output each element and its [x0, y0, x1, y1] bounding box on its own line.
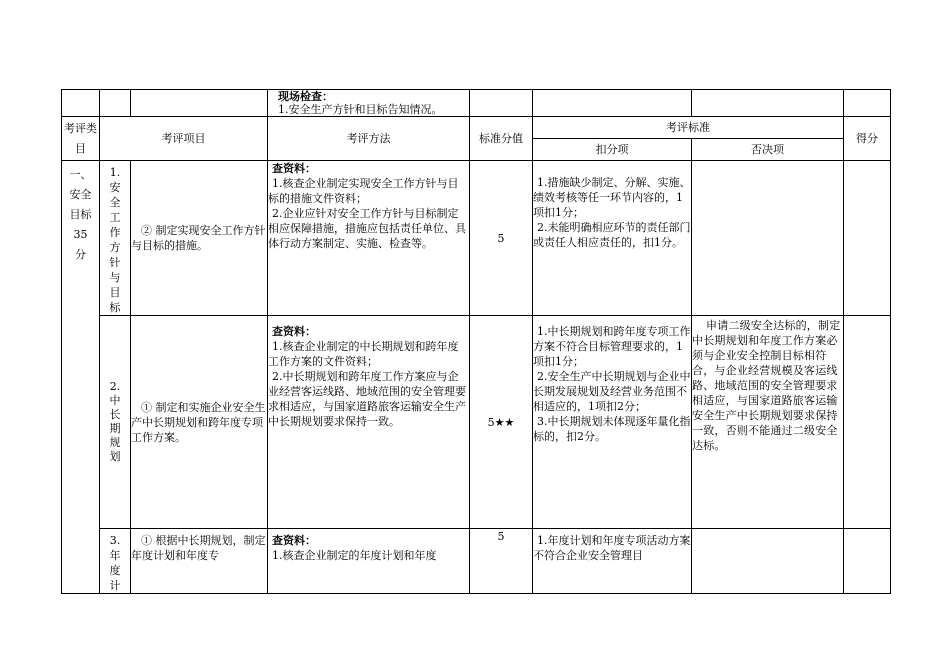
method-heading: 查资料：	[272, 325, 316, 338]
sub-label-char: 度	[109, 564, 121, 577]
sub-label-char: 期	[109, 422, 121, 435]
table-row	[62, 529, 891, 594]
category-char: 一、	[69, 168, 92, 181]
method-cell	[268, 316, 470, 529]
sub-label-char: 作	[109, 226, 121, 239]
sub-label-char: 与	[109, 271, 121, 284]
table-row	[62, 316, 891, 529]
score-value: 5	[470, 161, 533, 316]
sub-label-char: 3.	[109, 534, 121, 547]
deduct-line: 1.措施缺少制定、分解、实施、绩效考核等任一环节内容的，1项扣1分；	[533, 176, 691, 219]
cont-deduct-cell	[533, 90, 692, 117]
category-char: 35	[73, 228, 88, 241]
cont-category-cell	[62, 90, 100, 117]
deduct-line: 1.中长期规划和跨年度专项工作方案不符合目标管理要求的，1项扣1分；	[533, 325, 691, 368]
sub-label-char: 全	[109, 196, 121, 209]
deduct-cell	[533, 316, 692, 529]
cont-sub-cell	[100, 90, 131, 117]
category-char: 安全	[69, 188, 92, 201]
sub-label-char: 规	[109, 436, 121, 449]
veto-cell	[692, 161, 844, 316]
veto-cell: 申请二级安全达标的，制定中长期规划和年度工作方案必须与企业安全控制目标相符合，与企业经营规模及客运线路、地域范围的安全管理要求相适应，与国家道路旅客运输安全生产中长期规划要求保持一致，否则不能通过二级安全达标。	[692, 316, 844, 529]
site-check-item: 1.安全生产方针和目标告知情况。	[278, 103, 443, 116]
method-cell	[268, 161, 470, 316]
sub-label-cell	[100, 161, 131, 316]
sub-label-char: 年	[109, 549, 121, 562]
header-veto: 否决项	[692, 139, 844, 161]
header-row-1	[62, 117, 891, 139]
header-result: 得分	[844, 117, 891, 161]
header-score: 标准分值	[470, 117, 533, 161]
veto-cell	[692, 529, 844, 594]
header-method: 考评方法	[268, 117, 470, 161]
score-value: 5	[470, 529, 533, 594]
site-check-heading: 现场检查：	[278, 90, 333, 103]
project-item: ② 制定实现安全工作方针与目标的措施。	[131, 161, 268, 316]
method-cell	[268, 529, 470, 594]
table-row	[62, 161, 891, 316]
sub-label-cell	[100, 316, 131, 529]
sub-label-char: 工	[109, 211, 121, 224]
method-line: 2.中长期规划和跨年度工作方案应与企业经营客运线路、地域范围的安全管理要求相适应，与国家道路旅客运输安全生产中长期规划要求保持一致。	[268, 370, 466, 428]
sub-label-cell	[100, 529, 131, 594]
project-item: ① 根据中长期规划，制定年度计划和年度专	[131, 529, 268, 594]
deduct-line: 3.中长期规划未体现逐年量化指标的，扣2分。	[533, 415, 691, 443]
header-category: 考评类目	[62, 117, 100, 161]
sub-label-char: 长	[109, 408, 121, 421]
sub-label-char: 目	[109, 286, 121, 299]
sub-label-char: 标	[109, 301, 121, 314]
result-cell	[844, 316, 891, 529]
deduct-line: 2.安全生产中长期规划与企业中长期发展规划及经营业务范围不相适应的，1项扣2分；	[533, 370, 691, 413]
result-cell	[844, 529, 891, 594]
method-line: 1.核查企业制定的年度计划和年度	[272, 549, 437, 562]
method-line: 2.企业应针对安全工作方针与目标制定相应保障措施，措施应包括责任单位、具体行动方案制定、实施、检查等。	[268, 207, 466, 250]
project-item: ① 制定和实施企业安全生产中长期规划和跨年度专项工作方案。	[131, 316, 268, 529]
sub-label-char: 方	[109, 241, 121, 254]
method-line: 1.核查企业制定的中长期规划和跨年度工作方案的文件资料；	[268, 340, 459, 368]
cont-method-cell	[268, 90, 470, 117]
cont-item-cell	[131, 90, 268, 117]
sub-label-char: 针	[109, 256, 121, 269]
deduct-line: 1.年度计划和年度专项活动方案不符合企业安全管理目	[533, 534, 691, 562]
sub-label-char: 计	[109, 579, 121, 592]
sub-label-char: 1.	[109, 166, 121, 179]
evaluation-table	[61, 89, 891, 594]
sub-label-char: 中	[109, 394, 121, 407]
continuation-row	[62, 90, 891, 117]
method-heading: 查资料：	[272, 162, 316, 175]
cont-veto-cell	[692, 90, 844, 117]
deduct-line: 2.未能明确相应环节的责任部门或责任人相应责任的，扣1分。	[533, 221, 691, 249]
result-cell	[844, 161, 891, 316]
cont-score-cell	[470, 90, 533, 117]
sub-label-char: 2.	[109, 380, 121, 393]
deduct-cell	[533, 529, 692, 594]
header-project: 考评项目	[100, 117, 268, 161]
category-char: 分	[75, 248, 86, 261]
method-heading: 查资料：	[272, 534, 316, 547]
sub-label-char: 安	[109, 181, 121, 194]
header-standard: 考评标准	[533, 117, 844, 139]
category-char: 目标	[69, 208, 92, 221]
method-line: 1.核查企业制定实现安全工作方针与目标的措施文件资料；	[268, 177, 459, 205]
header-deduct: 扣分项	[533, 139, 692, 161]
category-cell	[62, 161, 100, 594]
score-value: 5★★	[470, 316, 533, 529]
deduct-cell	[533, 161, 692, 316]
cont-result-cell	[844, 90, 891, 117]
sub-label-char: 划	[109, 450, 121, 463]
